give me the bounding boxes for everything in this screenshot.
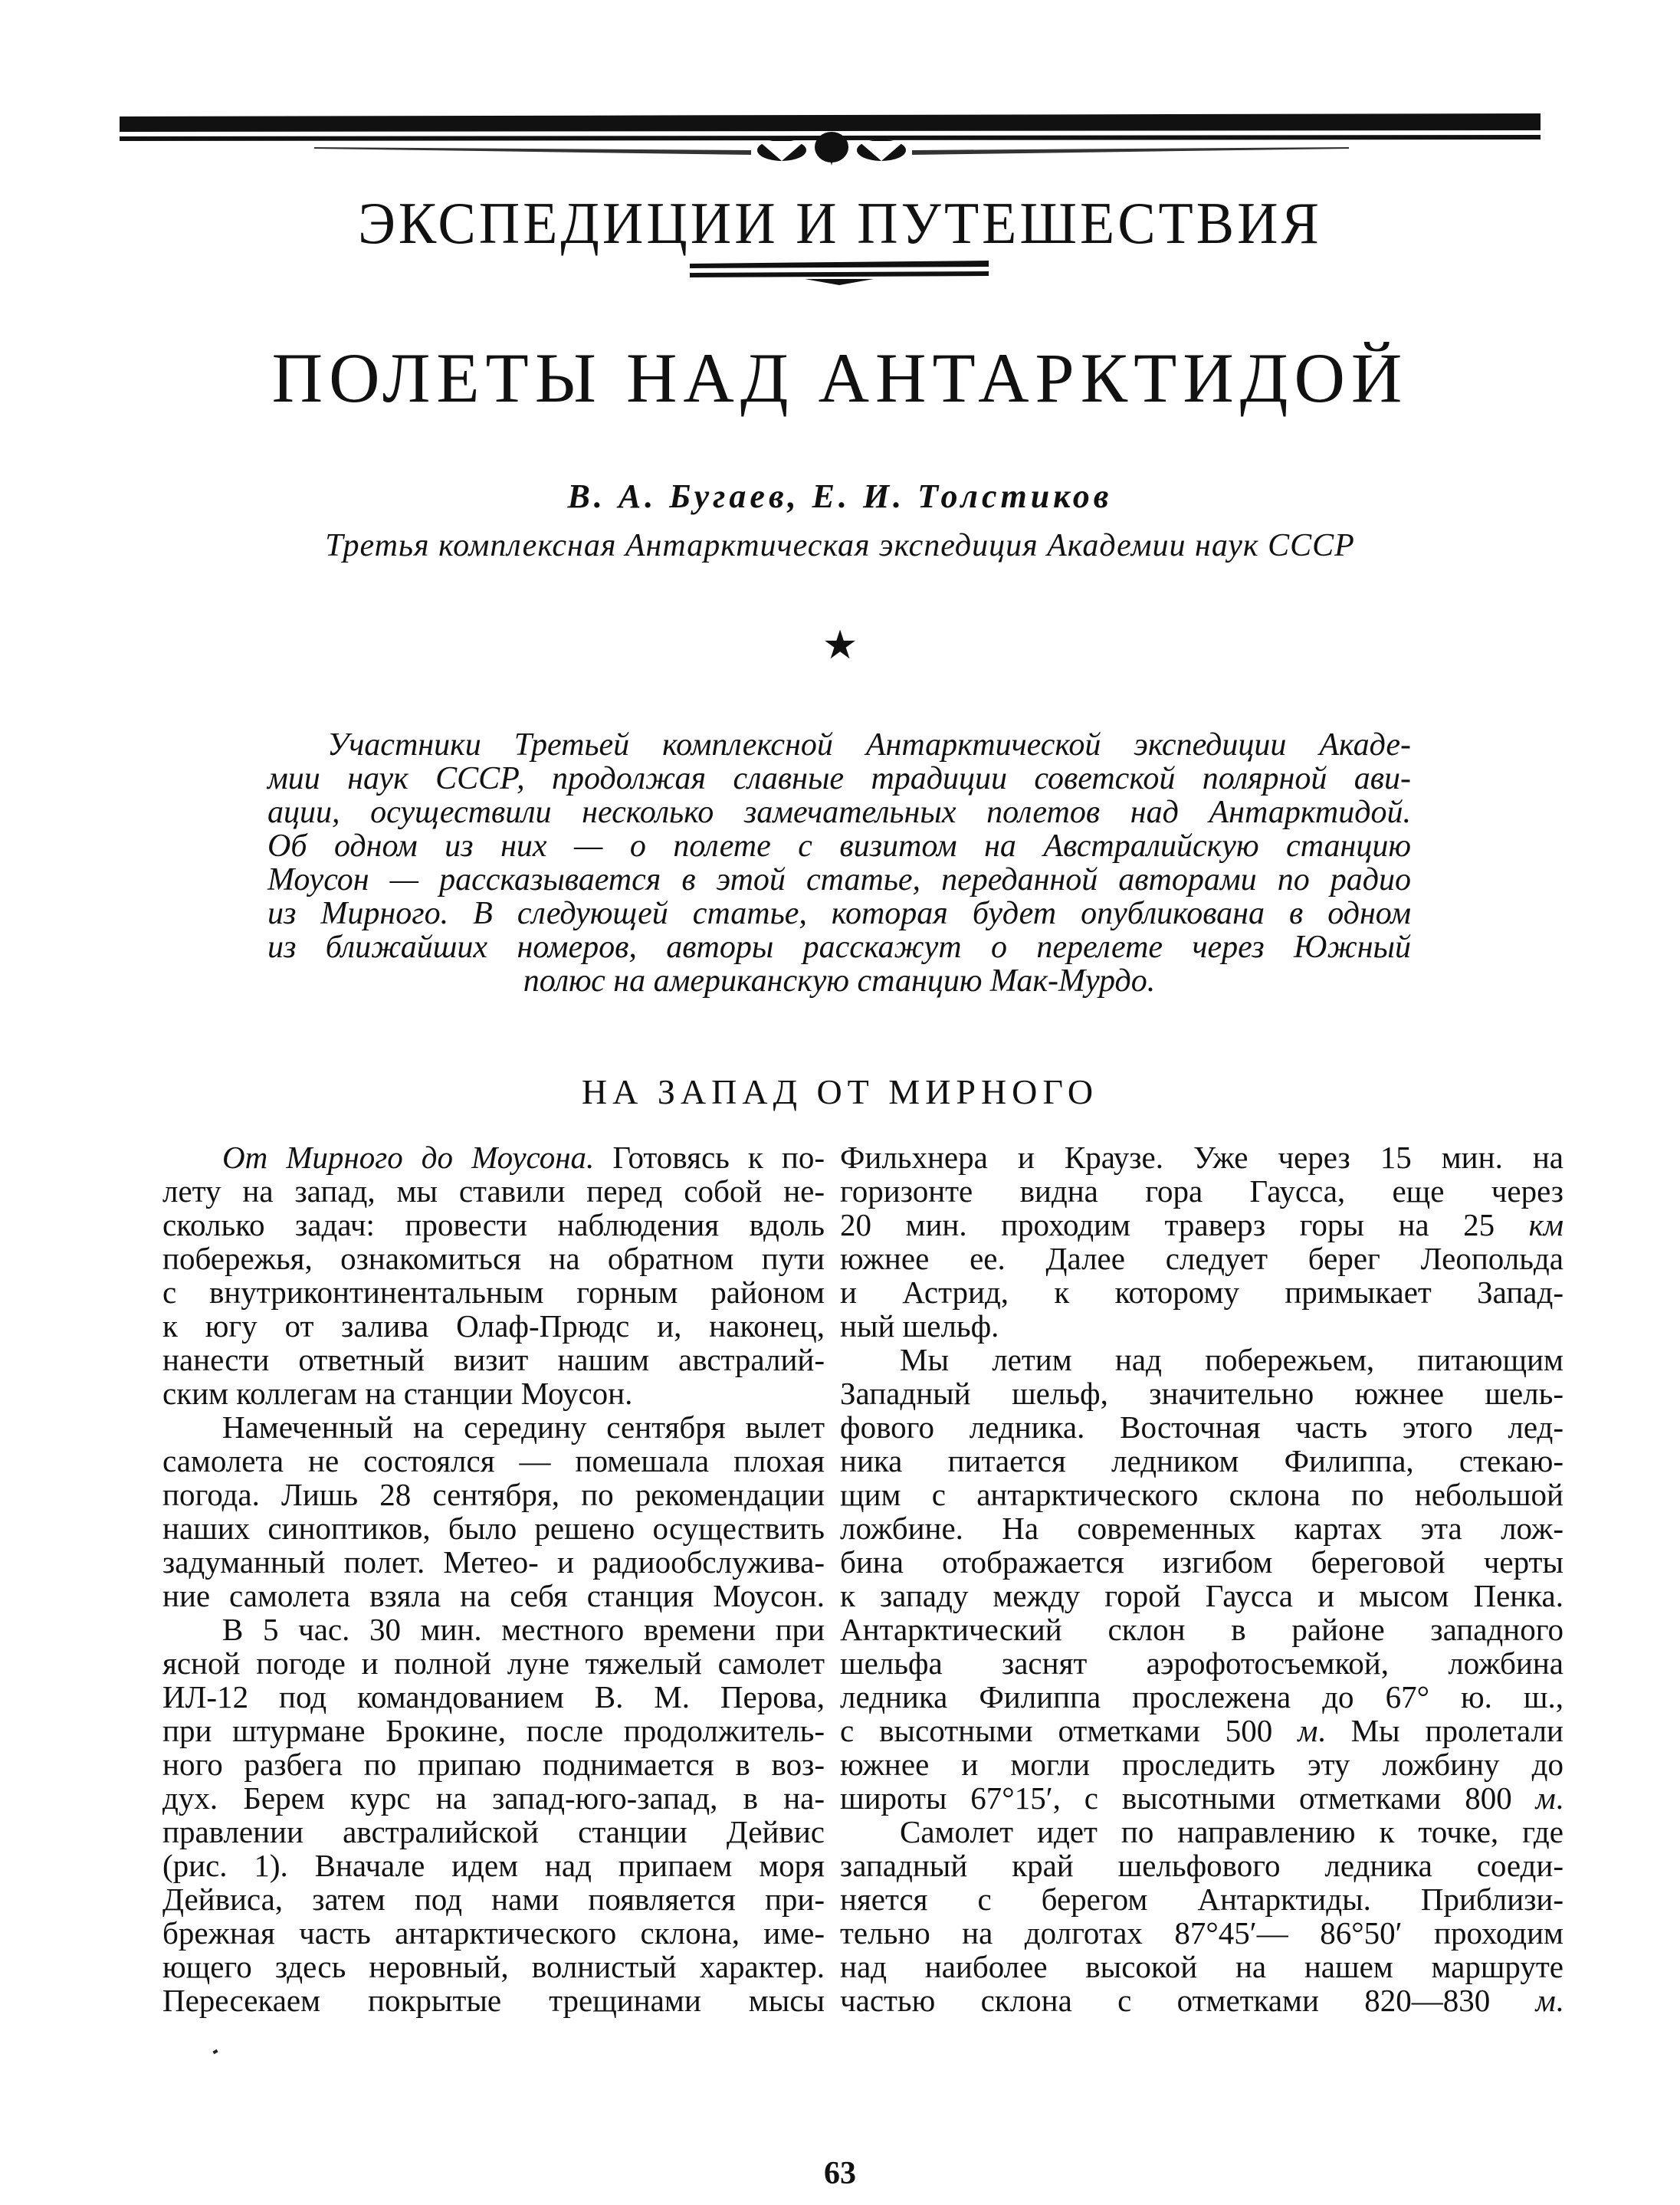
text-line <box>840 1815 1564 1849</box>
text-segment: полюс на американскую станцию Мак-Мурдо. <box>523 963 1156 999</box>
text-segment: ного разбега по припаю поднимается в воз- <box>162 1747 825 1782</box>
article-lead-paragraph <box>267 728 1411 998</box>
text-segment: ложбине. На современных картах эта лож- <box>840 1511 1564 1546</box>
text-segment: . Мы пролетали <box>1317 1713 1564 1748</box>
text-segment: (рис. 1). Вначале идем над припаем моря <box>162 1848 825 1883</box>
text-line <box>840 1275 1564 1309</box>
text-segment: ледника Филиппа прослежена до 67° ю. ш., <box>840 1679 1564 1714</box>
text-segment: Фильхнера и Краузе. Уже через 15 мин. на <box>840 1140 1564 1175</box>
text-line <box>840 1646 1564 1680</box>
text-line <box>267 930 1411 964</box>
text-segment: ИЛ-12 под командованием В. М. Перова, <box>162 1679 825 1714</box>
text-segment: 20 мин. проходим траверз горы на 25 <box>840 1207 1529 1242</box>
italic-text: м <box>1298 1713 1318 1748</box>
text-line <box>162 1579 825 1613</box>
text-segment: наших синоптиков, было решено осуществить <box>162 1511 825 1546</box>
text-line <box>267 829 1411 863</box>
text-segment: . <box>1555 1983 1564 2018</box>
text-column-right <box>840 1140 1564 2017</box>
text-segment: частью склона с отметками 820—830 <box>840 1983 1536 2018</box>
text-line <box>840 1579 1564 1613</box>
text-segment: при штурмане Брокине, после продолжитель- <box>162 1713 825 1748</box>
text-segment: широты 67°15′, с высотными отметками 800 <box>840 1780 1536 1816</box>
text-line <box>267 762 1411 796</box>
text-line <box>840 1916 1564 1950</box>
text-segment: Западный шельф, значительно южнее шель- <box>840 1376 1564 1411</box>
text-segment: Намеченный на середину сентября вылет <box>222 1409 825 1445</box>
text-segment: из ближайших номеров, авторы расскажут о перелете через Южный <box>267 930 1411 965</box>
text-segment: южнее ее. Далее следует берег Леопольда <box>840 1241 1564 1276</box>
star-divider-icon: ★ <box>822 624 858 668</box>
text-segment: из Мирного. В следующей статье, которая будет опубликована в одном <box>267 896 1411 931</box>
text-segment: горизонте видна гора Гаусса, еще через <box>840 1173 1564 1209</box>
text-segment: южнее и могли проследить эту ложбину до <box>840 1747 1564 1782</box>
text-line <box>162 1242 825 1275</box>
text-line <box>162 1815 825 1849</box>
text-segment: ный шельф. <box>840 1308 999 1344</box>
text-segment: самолета не состоялся — помешала плохая <box>162 1443 825 1478</box>
text-segment: сколько задач: провести наблюдения вдоль <box>162 1207 825 1242</box>
text-line <box>162 1444 825 1478</box>
text-line <box>840 1309 1564 1343</box>
text-column-left <box>162 1140 825 2017</box>
text-segment: лету на запад, мы ставили перед собой не- <box>162 1173 825 1209</box>
text-line <box>162 1984 825 2017</box>
text-line <box>267 728 1411 762</box>
text-line <box>840 1545 1564 1579</box>
text-segment: Мы летим над побережьем, питающим <box>900 1342 1564 1377</box>
text-line <box>840 1208 1564 1242</box>
text-segment: щим с антарктического склона по небольшой <box>840 1477 1564 1512</box>
text-segment: Готовясь к по- <box>594 1140 825 1175</box>
text-line <box>840 1984 1564 2017</box>
section-heading: ЭКСПЕДИЦИИ И ПУТЕШЕСТВИЯ <box>358 190 1322 258</box>
text-segment: к западу между горой Гаусса и мысом Пенка. <box>840 1578 1564 1613</box>
text-segment: ации, осуществили несколько замечательных полетов над Антарктидой. <box>267 795 1411 830</box>
text-segment: фового ледника. Восточная часть этого лед- <box>840 1409 1564 1445</box>
text-line <box>162 1410 825 1444</box>
text-line <box>162 1478 825 1511</box>
text-segment: ние самолета взяла на себя станция Моусон. <box>162 1578 825 1613</box>
text-line <box>162 1882 825 1916</box>
text-segment: Дейвиса, затем под нами появляется при- <box>162 1882 825 1917</box>
text-segment: Антарктический склон в районе западного <box>840 1612 1564 1647</box>
text-segment: Моусон — рассказывается в этой статье, переданной авторами по радио <box>267 862 1411 897</box>
text-line <box>162 1140 825 1174</box>
text-segment: ника питается ледником Филиппа, стекаю- <box>840 1443 1564 1478</box>
italic-text: км <box>1528 1207 1564 1242</box>
text-line <box>840 1242 1564 1275</box>
text-line <box>840 1849 1564 1882</box>
page-number: 63 <box>824 2156 856 2191</box>
text-line <box>267 897 1411 930</box>
text-segment: нанести ответный визит нашим австралий- <box>162 1342 825 1377</box>
text-line <box>162 1343 825 1376</box>
text-segment: шельфа заснят аэрофотосъемкой, ложбина <box>840 1646 1564 1681</box>
text-line <box>162 1376 825 1410</box>
text-line <box>162 1275 825 1309</box>
text-segment: Самолет идет по направлению к точке, где <box>900 1814 1564 1849</box>
text-line <box>162 1174 825 1208</box>
text-segment: мии наук СССР, продолжая славные традиции советской полярной ави- <box>267 761 1411 796</box>
italic-text: От Мирного до Моусона. <box>222 1140 595 1175</box>
text-line <box>840 1478 1564 1511</box>
article-authors: В. А. Бугаев, Е. И. Толстиков <box>567 477 1113 515</box>
text-segment: к югу от залива Олаф-Прюдс и, наконец, <box>162 1308 825 1344</box>
text-line <box>840 1950 1564 1984</box>
text-segment: брежная часть антарктического склона, име- <box>162 1915 825 1951</box>
text-segment: побережья, ознакомиться на обратном пути <box>162 1241 825 1276</box>
italic-text: м <box>1535 1983 1556 2018</box>
text-segment: няется с берегом Антарктиды. Приблизи- <box>840 1882 1564 1917</box>
text-line <box>840 1140 1564 1174</box>
print-speck <box>212 2049 218 2054</box>
text-line <box>162 1781 825 1815</box>
text-line <box>162 1849 825 1882</box>
text-line <box>840 1376 1564 1410</box>
italic-text: м <box>1535 1780 1556 1816</box>
text-line <box>840 1613 1564 1646</box>
text-line <box>840 1444 1564 1478</box>
text-line <box>162 1208 825 1242</box>
text-segment: над наиболее высокой на нашем маршруте <box>840 1949 1564 1984</box>
text-line <box>162 1646 825 1680</box>
text-segment: ющего здесь неровный, волнистый характер. <box>162 1949 825 1984</box>
header-ornament-rule <box>115 107 1548 169</box>
text-segment: погода. Лишь 28 сентября, по рекомендации <box>162 1477 825 1512</box>
text-line <box>162 1916 825 1950</box>
text-line <box>267 964 1411 998</box>
text-line <box>267 863 1411 897</box>
text-line <box>840 1410 1564 1444</box>
text-line <box>162 1680 825 1714</box>
text-line <box>840 1882 1564 1916</box>
text-line <box>840 1174 1564 1208</box>
text-segment: Об одном из них — о полете с визитом на Австралийскую станцию <box>267 829 1411 864</box>
text-segment: Участники Третьей комплексной Антарктической экспедиции Акаде- <box>327 727 1411 763</box>
text-line <box>162 1714 825 1747</box>
text-line <box>162 1511 825 1545</box>
text-line <box>162 1613 825 1646</box>
text-segment: с высотными отметками 500 <box>840 1713 1298 1748</box>
text-segment: задуманный полет. Метео- и радиообслужива- <box>162 1544 825 1580</box>
text-line <box>162 1309 825 1343</box>
text-line <box>840 1343 1564 1376</box>
text-segment: с внутриконтинентальным горным районом <box>162 1275 825 1310</box>
text-line <box>840 1747 1564 1781</box>
text-line <box>267 796 1411 829</box>
article-title: ПОЛЕТЫ НАД АНТАРКТИДОЙ <box>271 339 1409 417</box>
text-segment: тельно на долготах 87°45′— 86°50′ проходим <box>840 1915 1564 1951</box>
text-line <box>840 1714 1564 1747</box>
text-segment: ясной погоде и полной луне тяжелый самолет <box>162 1646 825 1681</box>
text-line <box>840 1781 1564 1815</box>
text-line <box>162 1950 825 1984</box>
text-segment: . <box>1555 1780 1564 1816</box>
text-line <box>162 1747 825 1781</box>
section-divider <box>690 259 989 287</box>
text-segment: В 5 час. 30 мин. местного времени при <box>222 1612 825 1647</box>
text-line <box>840 1680 1564 1714</box>
text-segment: западный край шельфового ледника соеди- <box>840 1848 1564 1883</box>
text-line <box>162 1545 825 1579</box>
subsection-heading: НА ЗАПАД ОТ МИРНОГО <box>581 1072 1099 1111</box>
text-segment: Пересекаем покрытые трещинами мысы <box>162 1983 825 2018</box>
text-segment: дух. Берем курс на запад-юго-запад, в на- <box>162 1780 825 1816</box>
text-segment: и Астрид, к которому примыкает Запад- <box>840 1275 1564 1310</box>
text-segment: правлении австралийской станции Дейвис <box>162 1814 825 1849</box>
text-segment: ским коллегам на станции Моусон. <box>162 1376 633 1411</box>
text-line <box>840 1511 1564 1545</box>
text-segment: бина отображается изгибом береговой черты <box>840 1544 1564 1580</box>
author-affiliation: Третья комплексная Антарктическая экспедиция Академии наук СССР <box>325 528 1355 563</box>
